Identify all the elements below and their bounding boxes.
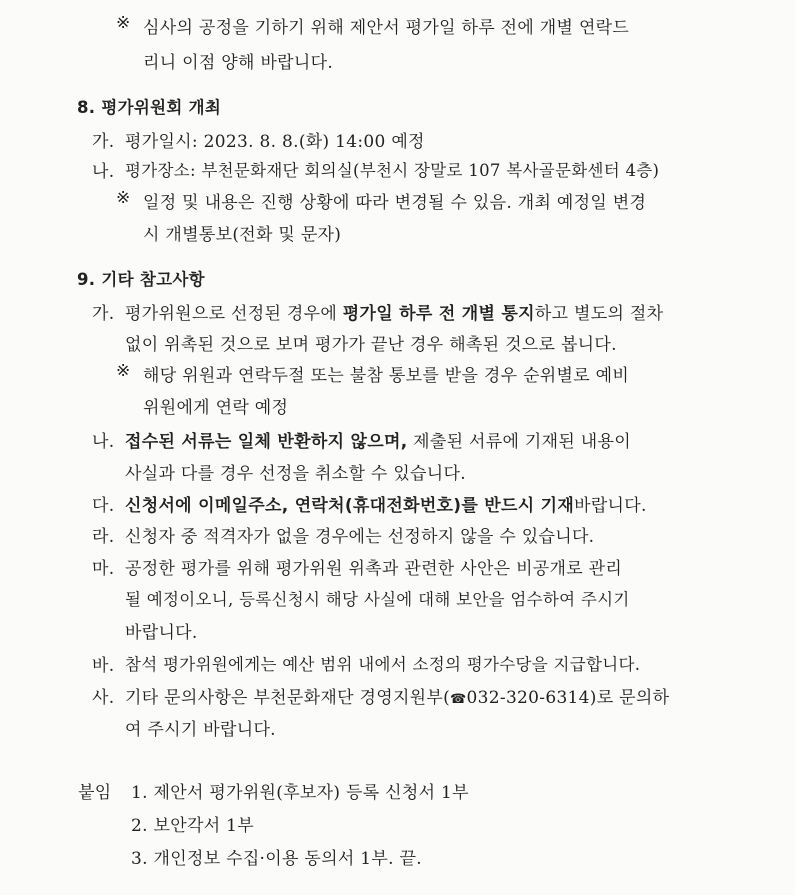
s9-ga-note-line1: 해당 위원과 연락두절 또는 불참 통보를 받을 경우 순위별로 예비 (143, 366, 630, 386)
s9-ba-text: 참석 평가위원에게는 예산 범위 내에서 소정의 평가수당을 지급합니다. (125, 655, 641, 674)
s9-sa-line2: 여 주시기 바랍니다. (125, 720, 276, 740)
s9-ra-label: 라. (92, 527, 115, 547)
top-note-line1: 심사의 공정을 기하기 위해 제안서 평가일 하루 전에 개별 연락드 (143, 18, 630, 38)
s9-ma-line1: 공정한 평가를 위해 평가위원 위촉과 관련한 사안은 비공개로 관리 (125, 559, 623, 579)
s9-na-line2: 사실과 다를 경우 선정을 취소할 수 있습니다. (125, 464, 466, 484)
attachments-label: 붙임 (78, 783, 112, 803)
attachment-item-2: 2. 보안각서 1부 (131, 816, 254, 836)
s9-na-label: 나. (92, 432, 115, 452)
s9-ga-note-line2: 위원에게 연락 예정 (143, 398, 289, 418)
s8-note-mark: ※ (116, 188, 131, 208)
s9-da-label: 다. (92, 496, 115, 516)
note-mark: ※ (116, 13, 131, 33)
s8-na-label: 나. (92, 162, 115, 182)
s8-ga-label: 가. (92, 132, 115, 152)
s9-sa-text: 기타 문의사항은 부천문화재단 경영지원부(☎032-320-6314)로 문의하 (125, 688, 670, 708)
s8-note-line1: 일정 및 내용은 진행 상황에 따라 변경될 수 있음. 개최 예정일 변경 (143, 193, 647, 213)
s9-na-text: 접수된 서류는 일체 반환하지 않으며, 제출된 서류에 기재된 내용이 (125, 432, 631, 452)
s9-ma-line3: 바랍니다. (125, 623, 198, 643)
s9-ga-label: 가. (92, 304, 115, 324)
top-note-line2: 리니 이점 양해 바랍니다. (143, 53, 334, 73)
s9-ma-label: 마. (92, 559, 115, 579)
s9-ga-line2: 없이 위촉된 것으로 보며 평가가 끝난 경우 해촉된 것으로 봅니다. (125, 335, 617, 355)
s9-ga-text: 평가위원으로 선정된 경우에 평가일 하루 전 개별 통지하고 별도의 절차 (125, 304, 664, 324)
section8-title: 8. 평가위원회 개최 (77, 98, 222, 117)
s9-ra-text: 신청자 중 적격자가 없을 경우에는 선정하지 않을 수 있습니다. (125, 527, 595, 547)
s9-ba-label: 바. (92, 656, 115, 676)
s8-na-text: 평가장소: 부천문화재단 회의실(부천시 장말로 107 복사골문화센터 4층) (125, 161, 660, 180)
s9-da-text: 신청서에 이메일주소, 연락처(휴대전화번호)를 반드시 기재바랍니다. (125, 496, 647, 516)
phone-icon: ☎ (450, 692, 467, 707)
attachment-item-1: 1. 제안서 평가위원(후보자) 등록 신청서 1부 (131, 783, 469, 803)
section9-title: 9. 기타 참고사항 (77, 270, 205, 289)
attachment-item-3: 3. 개인정보 수집·이용 동의서 1부. 끝. (131, 849, 422, 869)
s9-ma-line2: 될 예정이오니, 등록신청시 해당 사실에 대해 보안을 엄수하여 주시기 (125, 590, 630, 609)
s8-note-line2: 시 개별통보(전화 및 문자) (143, 225, 342, 245)
s9-ga-note-mark: ※ (116, 361, 131, 381)
s9-sa-label: 사. (92, 688, 115, 708)
s8-ga-text: 평가일시: 2023. 8. 8.(화) 14:00 예정 (125, 132, 425, 152)
